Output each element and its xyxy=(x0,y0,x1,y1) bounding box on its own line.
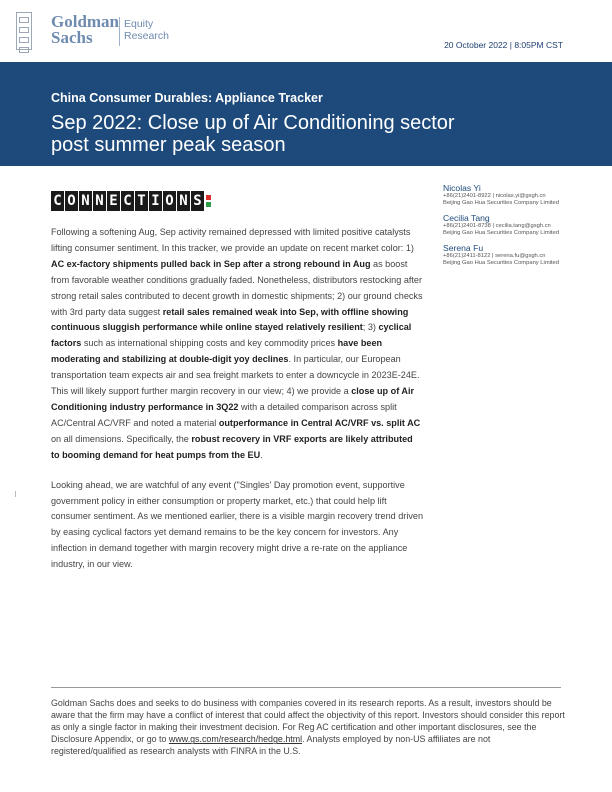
connections-letter-tile: N xyxy=(93,191,106,211)
connections-dot xyxy=(206,202,211,207)
disclosure-link[interactable]: www.gs.com/research/hedge.html xyxy=(168,734,303,745)
analyst-company: Beijing Gao Hua Securities Company Limited xyxy=(443,260,559,266)
disclosure-text-end: . Analysts employed by non-US affiliates are not registered/qualified as research analysts with FINRA in the U.S. xyxy=(51,734,491,757)
connections-letter-tile: T xyxy=(135,191,148,211)
connections-dot xyxy=(206,195,211,200)
body-bold-run: have been moderating and stabilizing at double-digit yoy declines xyxy=(51,338,383,365)
body-text-run: on all dimensions. Specifically, the xyxy=(51,433,192,444)
connections-letter-tile: C xyxy=(51,191,64,211)
analyst-card xyxy=(443,213,583,237)
body-text-run: . In particular, our European transportation team expects air and sea freight markets to enter a downcycle in 2023E-24E. This will likely support further margin recovery in our view; 4) we provide a xyxy=(51,354,420,397)
connections-letter-tile: O xyxy=(163,191,176,211)
connections-letter-tile: S xyxy=(191,191,204,211)
body-text-run: . xyxy=(260,449,263,460)
analyst-company: Beijing Gao Hua Securities Company Limited xyxy=(443,200,559,206)
analyst-contact: +86(21)2401-8922 | nicolas.yi@gsgh.cn xyxy=(443,193,546,199)
body-bold-run: retail sales remained weak into Sep, with offline showing continuous sluggish performance while online stayed relatively resilient xyxy=(51,306,409,333)
body-bold-run: robust recovery in VRF exports are likely attributed to booming demand for heat pumps from the EU xyxy=(51,433,413,460)
body-bold-run: close up of Air Conditioning industry performance in 3Q22 xyxy=(51,386,415,412)
division-label xyxy=(124,18,169,42)
division-line-2: Research xyxy=(124,30,169,42)
connections-letter-tile: O xyxy=(65,191,78,211)
body-bold-run: outperformance in Central AC/VRF vs. split AC xyxy=(218,417,421,428)
analyst-card xyxy=(443,243,583,267)
connections-letter-tile: N xyxy=(177,191,190,211)
connections-logo xyxy=(51,191,211,211)
brand-line-1: Goldman xyxy=(51,12,120,31)
analyst-contact: +86(21)2401-8738 | cecilia.tang@gsgh.cn xyxy=(443,223,551,229)
connections-dots-icon xyxy=(206,195,211,207)
body-text-run: as boost from favorable weather conditions gradually faded. Nonetheless, distributors restocking after strong retail sales contributed to decent growth in domestic shipments; 2) our ground checks with 3rd party data suggest xyxy=(51,258,423,317)
logo-divider xyxy=(119,17,120,46)
analyst-contact: +86(21)2411-8122 | serena.fu@gsgh.cn xyxy=(443,253,546,259)
body-text-run: with a detailed comparison across split AC/Central AC/VRF and noted a material xyxy=(51,401,397,428)
margin-mark xyxy=(15,491,16,497)
body-paragraph-1 xyxy=(51,225,423,464)
body-text-run: such as international shipping costs and key commodity prices xyxy=(81,338,338,349)
analyst-list xyxy=(443,183,583,273)
analyst-name: Cecilia Tang xyxy=(443,213,490,223)
body-text-run: Following a softening Aug, Sep activity remained depressed with limited positive catalysts lifting consumer sentiment. In this tracker, we provide an update on recent market color: 1) xyxy=(51,227,414,253)
connections-letter-tile: E xyxy=(107,191,120,211)
connections-letter-tile: C xyxy=(121,191,134,211)
body-bold-run: cyclical factors xyxy=(51,322,412,349)
body-bold-run: AC ex-factory shipments pulled back in Sep after a strong rebound in Aug xyxy=(51,258,371,269)
disclosure-text-start: Goldman Sachs does and seeks to do business with companies covered in its research reports. As a result, investors should be aware that the firm may have a conflict of interest that could affect the objectivity of this report. Investors should consider this report as only a single factor in making their investment decision. For Reg AC certification and other important disclosures, see the Disclosure Appendix, or go to xyxy=(51,698,565,745)
brand-line-2: Sachs xyxy=(51,28,93,47)
body-paragraph-2: Looking ahead, we are watchful of any event ("Singles' Day promotion event, supportive government policy in either consumption or property market, etc.) that could help lift consumer sentiment. As we mentioned earlier, there is a visible margin recovery trend driven by easing cyclical factors yet demand remains to be the key concern for investors. Any inflection in demand together with margin recovery might drive a re-rate on the appliance industry, in our view. xyxy=(51,479,424,570)
brand-logo xyxy=(51,14,119,46)
title-banner xyxy=(0,62,612,166)
analyst-name: Nicolas Yi xyxy=(443,183,481,193)
report-body xyxy=(51,225,423,587)
body-text-run: ; 3) xyxy=(362,322,379,333)
report-subtitle: China Consumer Durables: Appliance Tracker xyxy=(51,91,323,105)
analyst-name: Serena Fu xyxy=(443,243,484,253)
report-date: 20 October 2022 | 8:05PM CST xyxy=(444,40,563,50)
connections-letter-tile: I xyxy=(149,191,162,211)
connections-letter-tile: N xyxy=(79,191,92,211)
report-header xyxy=(0,0,612,62)
footer-divider xyxy=(51,687,561,688)
division-line-1: Equity xyxy=(124,18,154,30)
analyst-company: Beijing Gao Hua Securities Company Limited xyxy=(443,230,559,236)
report-title: Sep 2022: Close up of Air Conditioning sector post summer peak season xyxy=(51,112,455,156)
goldman-seal-icon xyxy=(16,12,32,50)
analyst-card xyxy=(443,183,583,207)
disclosure-text xyxy=(51,697,566,757)
